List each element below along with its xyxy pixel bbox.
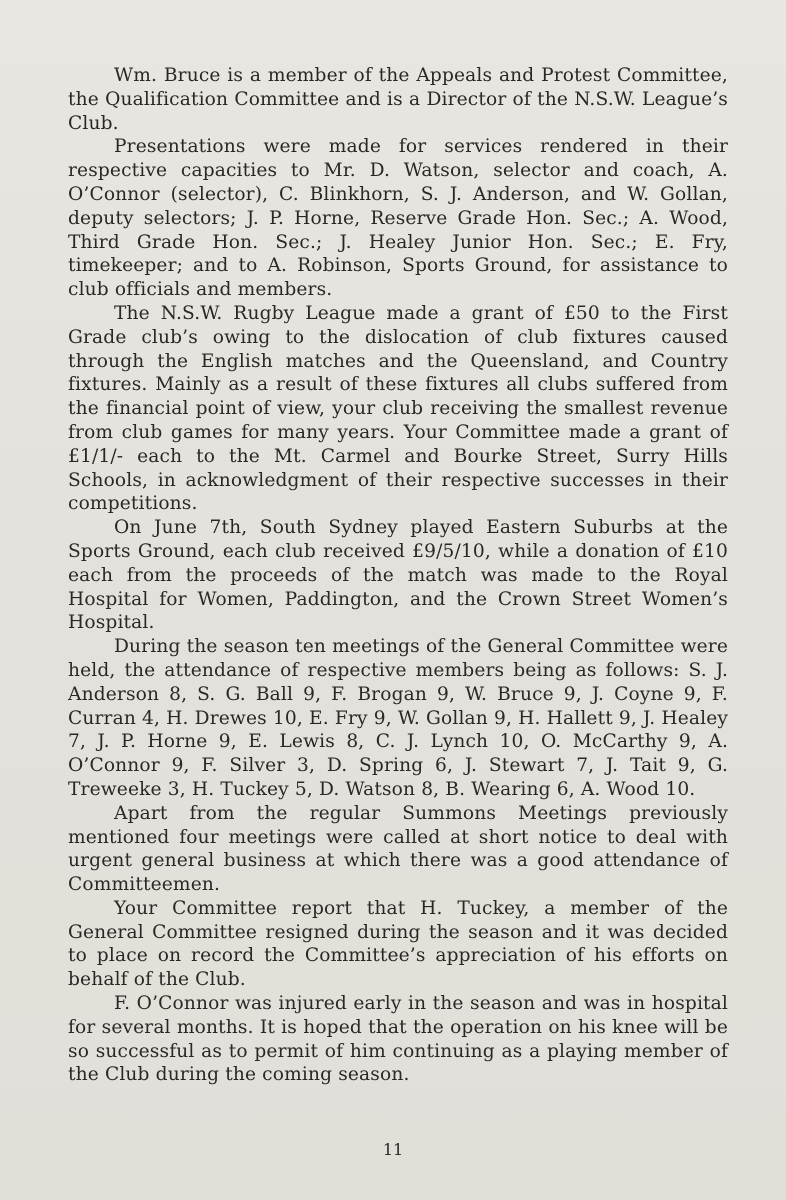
body-text	[68, 64, 728, 1087]
paragraph-presentations: Presentations were made for services rendered in their respective capacities to Mr. D. Watson, selector and coach, A. O’Connor (selector), C. Blinkhorn, S. J. Anderson, and W. Gollan, deputy selectors; J. P. Horne, Reserve Grade Hon. Sec.; A. Wood, Third Grade Hon. Sec.; J. Healey Junior Hon. Sec.; E. Fry, timekeeper; and to A. Robinson, Sports Ground, for assistance to club officials and members.	[68, 136, 728, 301]
page-number: 11	[382, 1140, 404, 1159]
paragraph-meeting-attendance: During the season ten meetings of the General Committee were held, the attendance of respective members being as follows: S. J. Anderson 8, S. G. Ball 9, F. Brogan 9, W. Bruce 9, J. Coyne 9, F. Curran 4, H. Drewes 10, E. Fry 9, W. Gollan 9, H. Hallett 9, J. Healey 7, J. P. Horne 9, E. Lewis 8, C. J. Lynch 10, O. McCarthy 9, A. O’Connor 9, F. Silver 3, D. Spring 6, J. Stewart 7, J. Tait 9, G. Treweeke 3, H. Tuckey 5, D. Watson 8, B. Wearing 6, A. Wood 10.	[68, 636, 728, 800]
paragraph-june-match: On June 7th, South Sydney played Eastern Suburbs at the Sports Ground, each club received £9/5/10, while a donation of £10 each from the proceeds of the match was made to the Royal Hospital for Women, Paddington, and the Crown Street Women’s Hospital.	[68, 517, 728, 634]
paragraph-committee-membership: Wm. Bruce is a member of the Appeals and Protest Committee, the Qualification Committee and is a Director of the N.S.W. League’s Club.	[68, 65, 728, 134]
paragraph-resignation: Your Committee report that H. Tuckey, a member of the General Committee resigned during the season and it was decided to place on record the Committee’s appreciation of his efforts on behalf of the Club.	[68, 897, 728, 991]
paragraph-league-grant: The N.S.W. Rugby League made a grant of £50 to the First Grade club’s owing to the dislocation of club fixtures caused through the English matches and the Queensland, and Country fixtures. Mainly as a result of these fixtures all clubs suffered from the financial point of view, your club receiving the smallest revenue from club games for many years. Your Committee made a grant of £1/1/- each to the Mt. Carmel and Bourke Street, Surry Hills Schools, in acknowledgment of their respective successes in their competitions.	[68, 302, 728, 515]
paragraph-special-meetings: Apart from the regular Summons Meetings previously mentioned four meetings were called at short notice to deal with urgent general business at which there was a good attendance of Committeemen.	[68, 802, 728, 896]
paragraph-injury: F. O’Connor was injured early in the season and was in hospital for several months. It is hoped that the operation on his knee will be so successful as to permit of him continuing as a playing member of the Club during the coming season.	[68, 993, 728, 1086]
